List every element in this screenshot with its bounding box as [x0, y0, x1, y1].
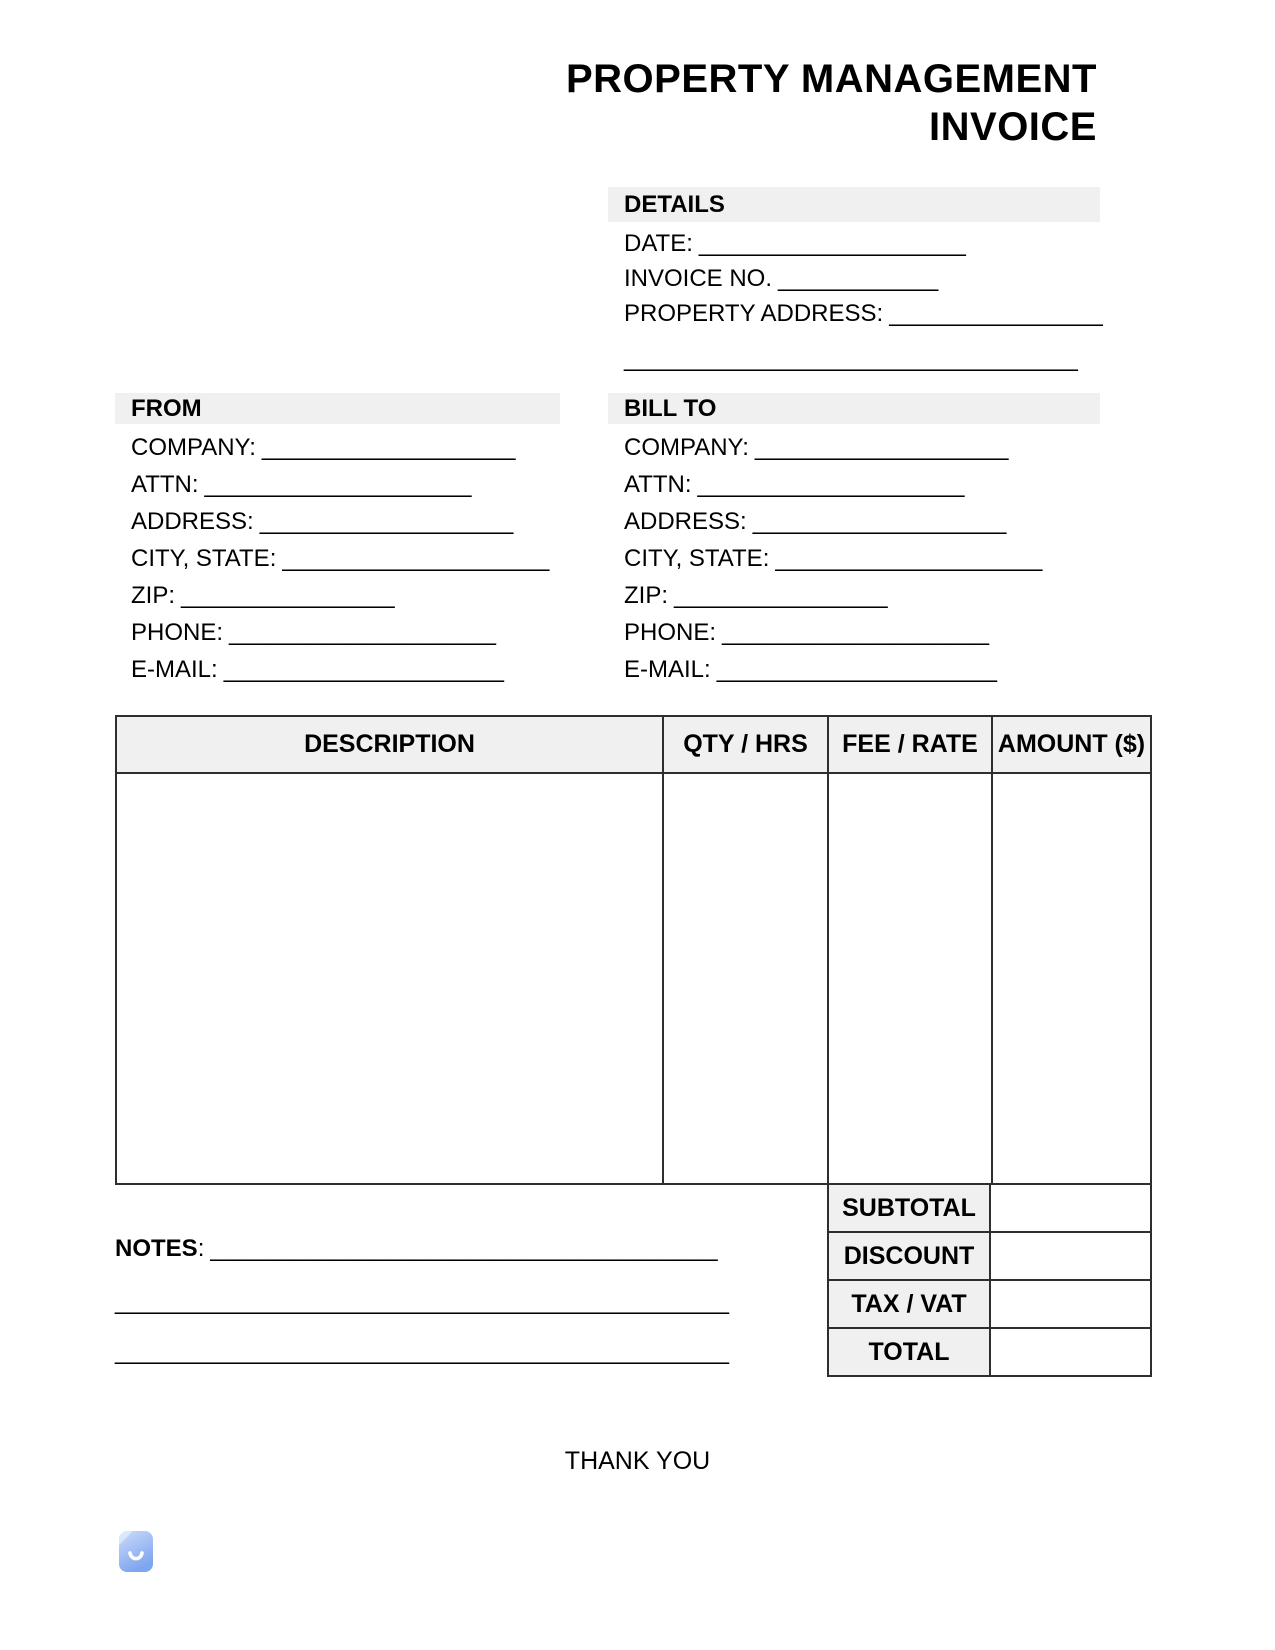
field-label: ATTN:: [131, 471, 199, 498]
field-label: INVOICE NO.: [624, 265, 773, 292]
total-label: TOTAL: [827, 1329, 991, 1377]
from-attn-row: [131, 466, 560, 503]
field-blank: ____________________: [229, 619, 496, 646]
notes-separator: :: [197, 1235, 205, 1262]
field-label: ADDRESS:: [131, 508, 254, 535]
field-blank: ___________________: [754, 434, 1009, 461]
field-label: PHONE:: [624, 619, 717, 646]
thank-you-text: THANK YOU: [564, 1447, 711, 1475]
discount-row: [827, 1233, 1152, 1281]
notes-blank-line-2: ______________________________________________: [115, 1288, 729, 1315]
field-blank: ____________________: [697, 471, 965, 498]
field-label: COMPANY:: [131, 434, 256, 461]
column-header-qty-hrs: QTY / HRS: [662, 717, 827, 772]
subtotal-value-cell: [991, 1185, 1152, 1233]
from-address-row: [131, 503, 560, 540]
page-title: [566, 55, 1097, 151]
field-blank: ________________: [889, 300, 1103, 327]
field-blank: ____________________: [775, 545, 1043, 572]
field-blank: ________________: [674, 582, 888, 609]
column-header-amount: AMOUNT ($): [991, 717, 1150, 772]
subtotal-label: SUBTOTAL: [827, 1185, 991, 1233]
details-heading: DETAILS: [624, 190, 725, 218]
from-email-row: [131, 651, 560, 688]
bill-to-city-state-row: [624, 540, 1100, 577]
from-heading: FROM: [131, 394, 202, 422]
field-blank: ____________________: [722, 619, 989, 646]
tax-vat-row: [827, 1281, 1152, 1329]
page-title-line1: PROPERTY MANAGEMENT: [565, 57, 1097, 101]
line-items-table: [115, 715, 1152, 1377]
bill-to-attn-row: [624, 466, 1100, 503]
field-label: ADDRESS:: [624, 508, 747, 535]
bill-to-section-header: [608, 393, 1100, 424]
bill-to-email-row: [624, 651, 1100, 688]
field-blank: ____________________: [204, 471, 472, 498]
property-address-field: [624, 296, 1103, 331]
field-blank: ___________________: [752, 508, 1007, 535]
from-phone-row: [131, 614, 560, 651]
field-label: E-MAIL:: [131, 656, 218, 683]
field-blank: ____________: [778, 265, 939, 292]
total-row: [827, 1329, 1152, 1377]
field-label: PHONE:: [131, 619, 224, 646]
field-blank: _____________________: [716, 656, 997, 683]
notes-blank-line-1: ______________________________________: [210, 1235, 718, 1262]
total-value-cell: [991, 1329, 1152, 1377]
field-blank: ________________: [181, 582, 395, 609]
bill-to-phone-row: [624, 614, 1100, 651]
field-label: COMPANY:: [624, 434, 749, 461]
line-items-body-row: [115, 774, 1152, 1185]
date-field: [624, 226, 1100, 261]
subtotal-row: [827, 1185, 1152, 1233]
fee-rate-body-cell: [827, 774, 991, 1183]
column-header-description: DESCRIPTION: [304, 730, 475, 758]
bill-to-heading: BILL TO: [624, 394, 717, 422]
bill-to-section: [608, 393, 1100, 688]
bill-to-zip-row: [624, 577, 1100, 614]
tax-vat-label: TAX / VAT: [827, 1281, 991, 1329]
line-items-header-row: [115, 715, 1152, 774]
field-label: CITY, STATE:: [131, 545, 277, 572]
field-label: E-MAIL:: [624, 656, 711, 683]
field-blank: ____________________: [282, 545, 550, 572]
notes-blank-line-3: ______________________________________________: [115, 1338, 729, 1365]
field-label: ZIP:: [131, 582, 176, 609]
smiling-document-icon: [119, 1531, 153, 1572]
invoice-no-field: [624, 261, 1100, 296]
notes-field: [115, 1232, 718, 1266]
field-label: PROPERTY ADDRESS:: [624, 300, 884, 327]
field-blank: ___________________: [259, 508, 514, 535]
field-blank: __________________________________: [624, 345, 1078, 372]
field-label: CITY, STATE:: [624, 545, 770, 572]
property-address-overflow-line: [624, 341, 1100, 376]
notes-label: NOTES: [115, 1235, 198, 1262]
from-section-header: [115, 393, 560, 424]
amount-body-cell: [991, 774, 1150, 1183]
from-zip-row: [131, 577, 560, 614]
details-section-header: [608, 187, 1100, 222]
discount-value-cell: [991, 1233, 1152, 1281]
column-header-fee-rate: FEE / RATE: [827, 717, 991, 772]
field-label: ATTN:: [624, 471, 692, 498]
field-blank: ___________________: [261, 434, 516, 461]
from-section: [115, 393, 560, 688]
qty-hrs-body-cell: [662, 774, 827, 1183]
bill-to-company-row: [624, 429, 1100, 466]
tax-vat-value-cell: [991, 1281, 1152, 1329]
field-label: DATE:: [624, 230, 693, 257]
discount-label: DISCOUNT: [827, 1233, 991, 1281]
bill-to-address-row: [624, 503, 1100, 540]
field-label: ZIP:: [624, 582, 669, 609]
from-city-state-row: [131, 540, 560, 577]
details-section: [608, 187, 1103, 376]
description-body-cell: [117, 774, 662, 1183]
field-blank: ____________________: [698, 230, 966, 257]
page-title-line2: INVOICE: [929, 105, 1097, 149]
from-company-row: [131, 429, 560, 466]
field-blank: _____________________: [223, 656, 504, 683]
